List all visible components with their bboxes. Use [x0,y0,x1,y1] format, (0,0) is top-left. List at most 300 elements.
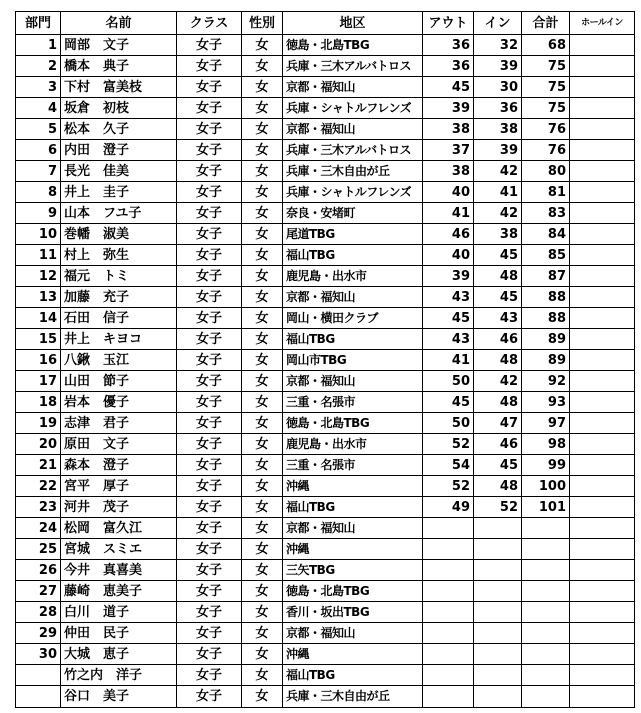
hole-in-one-cell [570,602,635,623]
name-cell: 長光 佳美 [61,161,177,182]
region-cell: 福山TBG [283,665,423,686]
class-cell: 女子 [177,497,242,518]
hole-in-one-cell [570,518,635,539]
name-cell: 巻幡 淑美 [61,224,177,245]
region-cell: 沖縄 [283,476,423,497]
out-score-cell: 54 [423,455,474,476]
total-score-cell [522,602,570,623]
hole-in-one-cell [570,35,635,56]
hole-in-one-cell [570,245,635,266]
division-cell: 16 [16,350,61,371]
name-cell: 河井 茂子 [61,497,177,518]
sex-cell: 女 [242,581,283,602]
sex-cell: 女 [242,287,283,308]
name-cell: 橋本 典子 [61,56,177,77]
sex-cell: 女 [242,56,283,77]
header-sex: 性別 [242,12,283,35]
total-score-cell: 89 [522,350,570,371]
out-score-cell [423,602,474,623]
out-score-cell: 36 [423,35,474,56]
division-cell: 22 [16,476,61,497]
name-cell: 宮平 厚子 [61,476,177,497]
hole-in-one-cell [570,119,635,140]
sex-cell: 女 [242,497,283,518]
class-cell: 女子 [177,560,242,581]
table-row [16,77,635,98]
total-score-cell: 100 [522,476,570,497]
class-cell: 女子 [177,539,242,560]
total-score-cell: 84 [522,224,570,245]
total-score-cell: 75 [522,56,570,77]
in-score-cell: 45 [474,455,522,476]
class-cell: 女子 [177,245,242,266]
sex-cell: 女 [242,140,283,161]
region-cell: 京都・福知山 [283,518,423,539]
name-cell: 坂倉 初枝 [61,98,177,119]
table-row [16,434,635,455]
total-score-cell [522,665,570,686]
division-cell: 23 [16,497,61,518]
region-cell: 兵庫・三木自由が丘 [283,161,423,182]
division-cell: 15 [16,329,61,350]
class-cell: 女子 [177,56,242,77]
out-score-cell: 45 [423,392,474,413]
table-row [16,560,635,581]
region-cell: 奈良・安堵町 [283,203,423,224]
name-cell: 松岡 富久江 [61,518,177,539]
class-cell: 女子 [177,602,242,623]
region-cell: 尾道TBG [283,224,423,245]
out-score-cell: 37 [423,140,474,161]
region-cell: 福山TBG [283,497,423,518]
class-cell: 女子 [177,35,242,56]
out-score-cell: 40 [423,245,474,266]
division-cell: 12 [16,266,61,287]
total-score-cell: 101 [522,497,570,518]
out-score-cell [423,665,474,686]
region-cell: 三重・名張市 [283,455,423,476]
sex-cell: 女 [242,161,283,182]
region-cell: 三矢TBG [283,560,423,581]
in-score-cell: 38 [474,119,522,140]
hole-in-one-cell [570,287,635,308]
out-score-cell: 50 [423,413,474,434]
division-cell: 2 [16,56,61,77]
table-row [16,476,635,497]
division-cell: 24 [16,518,61,539]
division-cell: 29 [16,623,61,644]
region-cell: 兵庫・三木アルバトロス [283,140,423,161]
name-cell: 下村 富美枝 [61,77,177,98]
sex-cell: 女 [242,266,283,287]
class-cell: 女子 [177,287,242,308]
sex-cell: 女 [242,434,283,455]
hole-in-one-cell [570,77,635,98]
sex-cell: 女 [242,245,283,266]
table-row [16,371,635,392]
name-cell: 岡部 文子 [61,35,177,56]
out-score-cell [423,686,474,708]
sex-cell: 女 [242,329,283,350]
sex-cell: 女 [242,98,283,119]
header-in: イン [474,12,522,35]
in-score-cell [474,581,522,602]
division-cell: 7 [16,161,61,182]
class-cell: 女子 [177,98,242,119]
class-cell: 女子 [177,308,242,329]
total-score-cell: 93 [522,392,570,413]
hole-in-one-cell [570,623,635,644]
sex-cell: 女 [242,119,283,140]
table-row [16,266,635,287]
name-cell: 岩本 優子 [61,392,177,413]
hole-in-one-cell [570,476,635,497]
table-row [16,119,635,140]
region-cell: 兵庫・三木自由が丘 [283,686,423,708]
region-cell: 兵庫・三木アルバトロス [283,56,423,77]
out-score-cell: 36 [423,56,474,77]
out-score-cell: 45 [423,308,474,329]
sex-cell: 女 [242,560,283,581]
in-score-cell: 46 [474,329,522,350]
table-row [16,518,635,539]
region-cell: 岡山・横田クラブ [283,308,423,329]
hole-in-one-cell [570,266,635,287]
total-score-cell: 98 [522,434,570,455]
name-cell: 村上 弥生 [61,245,177,266]
out-score-cell: 43 [423,287,474,308]
class-cell: 女子 [177,224,242,245]
total-score-cell: 92 [522,371,570,392]
class-cell: 女子 [177,476,242,497]
in-score-cell [474,539,522,560]
out-score-cell: 39 [423,266,474,287]
division-cell: 10 [16,224,61,245]
total-score-cell [522,518,570,539]
total-score-cell: 85 [522,245,570,266]
region-cell: 徳島・北島TBG [283,413,423,434]
in-score-cell: 39 [474,56,522,77]
total-score-cell [522,539,570,560]
region-cell: 徳島・北島TBG [283,35,423,56]
hole-in-one-cell [570,539,635,560]
region-cell: 京都・福知山 [283,623,423,644]
class-cell: 女子 [177,623,242,644]
name-cell: 内田 澄子 [61,140,177,161]
table-row [16,140,635,161]
hole-in-one-cell [570,98,635,119]
class-cell: 女子 [177,119,242,140]
division-cell: 8 [16,182,61,203]
class-cell: 女子 [177,581,242,602]
region-cell: 沖縄 [283,539,423,560]
out-score-cell: 38 [423,161,474,182]
division-cell: 30 [16,644,61,665]
name-cell: 井上 圭子 [61,182,177,203]
in-score-cell [474,560,522,581]
in-score-cell: 38 [474,224,522,245]
total-score-cell: 99 [522,455,570,476]
total-score-cell: 89 [522,329,570,350]
name-cell: 加藤 充子 [61,287,177,308]
out-score-cell [423,581,474,602]
in-score-cell [474,623,522,644]
table-row [16,56,635,77]
sex-cell: 女 [242,602,283,623]
header-region: 地区 [283,12,423,35]
name-cell: 井上 キヨコ [61,329,177,350]
table-row [16,329,635,350]
division-cell: 28 [16,602,61,623]
sex-cell: 女 [242,308,283,329]
division-cell: 20 [16,434,61,455]
table-row [16,665,635,686]
in-score-cell [474,644,522,665]
hole-in-one-cell [570,497,635,518]
total-score-cell: 88 [522,308,570,329]
sex-cell: 女 [242,224,283,245]
in-score-cell: 45 [474,245,522,266]
sex-cell: 女 [242,350,283,371]
division-cell: 5 [16,119,61,140]
class-cell: 女子 [177,392,242,413]
region-cell: 兵庫・シャトルフレンズ [283,182,423,203]
table-row [16,497,635,518]
division-cell: 4 [16,98,61,119]
in-score-cell [474,518,522,539]
table-row [16,623,635,644]
in-score-cell: 52 [474,497,522,518]
sex-cell: 女 [242,665,283,686]
name-cell: 谷口 美子 [61,686,177,708]
name-cell: 石田 信子 [61,308,177,329]
name-cell: 原田 文子 [61,434,177,455]
class-cell: 女子 [177,413,242,434]
out-score-cell: 38 [423,119,474,140]
division-cell: 25 [16,539,61,560]
hole-in-one-cell [570,560,635,581]
division-cell: 26 [16,560,61,581]
sex-cell: 女 [242,518,283,539]
division-cell [16,665,61,686]
division-cell: 18 [16,392,61,413]
sex-cell: 女 [242,686,283,708]
division-cell: 19 [16,413,61,434]
in-score-cell [474,686,522,708]
total-score-cell [522,644,570,665]
name-cell: 松本 久子 [61,119,177,140]
total-score-cell: 97 [522,413,570,434]
total-score-cell: 88 [522,287,570,308]
region-cell: 鹿児島・出水市 [283,434,423,455]
table-header [16,12,635,35]
name-cell: 白川 道子 [61,602,177,623]
in-score-cell: 30 [474,77,522,98]
out-score-cell [423,623,474,644]
table-row [16,392,635,413]
division-cell [16,686,61,708]
division-cell: 6 [16,140,61,161]
name-cell: 大城 恵子 [61,644,177,665]
in-score-cell: 39 [474,140,522,161]
out-score-cell [423,518,474,539]
in-score-cell: 42 [474,203,522,224]
total-score-cell [522,686,570,708]
in-score-cell: 42 [474,371,522,392]
table-row [16,686,635,708]
table-row [16,287,635,308]
division-cell: 13 [16,287,61,308]
hole-in-one-cell [570,329,635,350]
class-cell: 女子 [177,329,242,350]
table-row [16,455,635,476]
name-cell: 山田 節子 [61,371,177,392]
total-score-cell [522,581,570,602]
table-row [16,539,635,560]
class-cell: 女子 [177,455,242,476]
table-row [16,581,635,602]
sex-cell: 女 [242,35,283,56]
name-cell: 竹之内 洋子 [61,665,177,686]
division-cell: 27 [16,581,61,602]
total-score-cell: 68 [522,35,570,56]
region-cell: 徳島・北島TBG [283,581,423,602]
hole-in-one-cell [570,140,635,161]
class-cell: 女子 [177,686,242,708]
division-cell: 21 [16,455,61,476]
out-score-cell: 43 [423,329,474,350]
total-score-cell [522,623,570,644]
in-score-cell: 48 [474,476,522,497]
sex-cell: 女 [242,413,283,434]
region-cell: 岡山市TBG [283,350,423,371]
hole-in-one-cell [570,665,635,686]
header-hole-in-one: ホールイン [570,12,635,35]
division-cell: 11 [16,245,61,266]
hole-in-one-cell [570,644,635,665]
table-row [16,35,635,56]
class-cell: 女子 [177,161,242,182]
in-score-cell: 32 [474,35,522,56]
region-cell: 京都・福知山 [283,119,423,140]
region-cell: 福山TBG [283,329,423,350]
sex-cell: 女 [242,539,283,560]
out-score-cell: 41 [423,203,474,224]
region-cell: 京都・福知山 [283,287,423,308]
sex-cell: 女 [242,203,283,224]
class-cell: 女子 [177,182,242,203]
class-cell: 女子 [177,77,242,98]
region-cell: 沖縄 [283,644,423,665]
in-score-cell: 47 [474,413,522,434]
table-row [16,203,635,224]
header-class: クラス [177,12,242,35]
table-row [16,224,635,245]
table-row [16,161,635,182]
table-row [16,413,635,434]
name-cell: 福元 トミ [61,266,177,287]
in-score-cell: 48 [474,350,522,371]
in-score-cell: 36 [474,98,522,119]
hole-in-one-cell [570,581,635,602]
hole-in-one-cell [570,182,635,203]
in-score-cell: 43 [474,308,522,329]
out-score-cell: 49 [423,497,474,518]
total-score-cell [522,560,570,581]
name-cell: 八鍬 玉江 [61,350,177,371]
out-score-cell [423,644,474,665]
in-score-cell [474,602,522,623]
total-score-cell: 75 [522,98,570,119]
hole-in-one-cell [570,350,635,371]
sex-cell: 女 [242,476,283,497]
region-cell: 福山TBG [283,245,423,266]
hole-in-one-cell [570,434,635,455]
out-score-cell: 39 [423,98,474,119]
hole-in-one-cell [570,686,635,708]
hole-in-one-cell [570,455,635,476]
region-cell: 兵庫・シャトルフレンズ [283,98,423,119]
class-cell: 女子 [177,665,242,686]
table-row [16,98,635,119]
class-cell: 女子 [177,140,242,161]
table-row [16,644,635,665]
header-out: アウト [423,12,474,35]
out-score-cell: 50 [423,371,474,392]
region-cell: 鹿児島・出水市 [283,266,423,287]
hole-in-one-cell [570,224,635,245]
out-score-cell [423,560,474,581]
division-cell: 9 [16,203,61,224]
hole-in-one-cell [570,56,635,77]
total-score-cell: 87 [522,266,570,287]
name-cell: 今井 真喜美 [61,560,177,581]
region-cell: 京都・福知山 [283,371,423,392]
in-score-cell: 41 [474,182,522,203]
class-cell: 女子 [177,434,242,455]
table-row [16,602,635,623]
name-cell: 山本 フユ子 [61,203,177,224]
sex-cell: 女 [242,623,283,644]
class-cell: 女子 [177,350,242,371]
in-score-cell: 46 [474,434,522,455]
in-score-cell: 45 [474,287,522,308]
division-cell: 14 [16,308,61,329]
out-score-cell: 46 [423,224,474,245]
name-cell: 志津 君子 [61,413,177,434]
hole-in-one-cell [570,371,635,392]
results-table [15,11,635,708]
total-score-cell: 80 [522,161,570,182]
out-score-cell: 40 [423,182,474,203]
in-score-cell: 48 [474,266,522,287]
division-cell: 17 [16,371,61,392]
division-cell: 1 [16,35,61,56]
class-cell: 女子 [177,644,242,665]
name-cell: 藤崎 恵美子 [61,581,177,602]
total-score-cell: 75 [522,77,570,98]
out-score-cell [423,539,474,560]
name-cell: 森本 澄子 [61,455,177,476]
sex-cell: 女 [242,455,283,476]
out-score-cell: 52 [423,476,474,497]
header-name: 名前 [61,12,177,35]
hole-in-one-cell [570,392,635,413]
division-cell: 3 [16,77,61,98]
sex-cell: 女 [242,644,283,665]
region-cell: 三重・名張市 [283,392,423,413]
total-score-cell: 76 [522,119,570,140]
